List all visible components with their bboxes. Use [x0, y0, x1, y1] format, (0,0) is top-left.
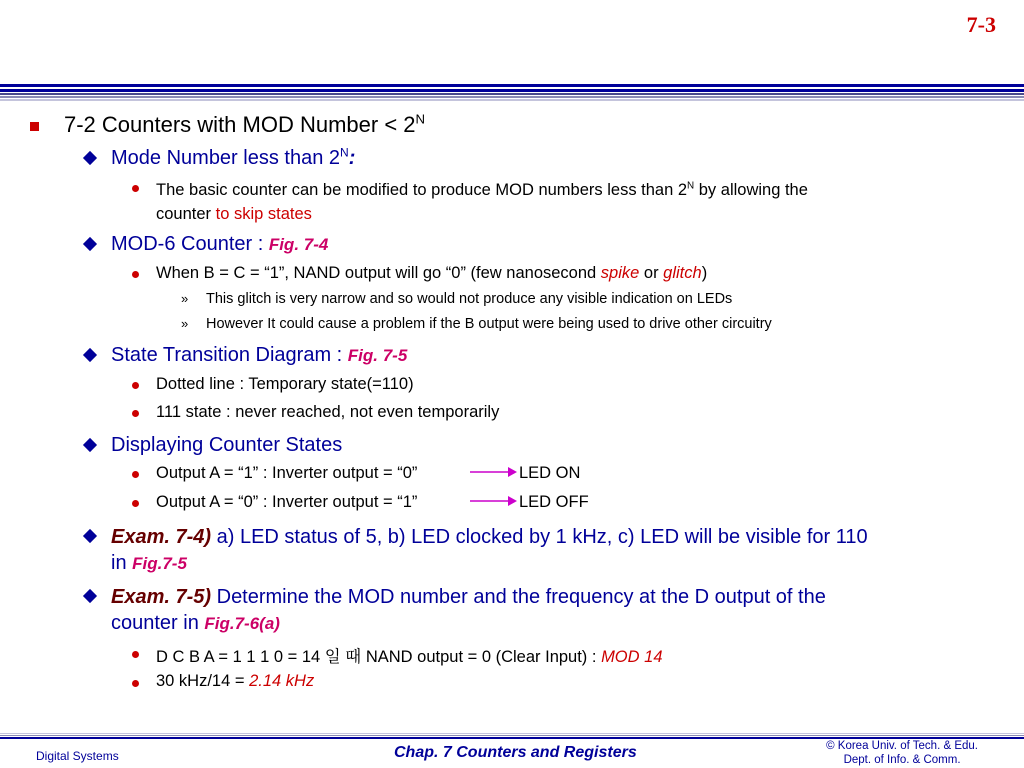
square-bullet-icon — [30, 122, 39, 131]
footer-chapter-title: Chap. 7 Counters and Registers — [394, 744, 637, 761]
arrow-right-icon — [470, 466, 518, 478]
diamond-bullet-icon — [83, 529, 97, 543]
state-transition-title: State Transition Diagram : Fig. 7-5 — [111, 344, 408, 366]
diamond-bullet-icon — [83, 348, 97, 362]
footer-copyright: © Korea Univ. of Tech. & Edu. Dept. of Info. & Comm. — [826, 740, 978, 766]
header-rule — [0, 84, 1024, 104]
exam-7-5: Exam. 7-5) Determine the MOD number and the frequency at the D output of the counter in Fig.7-6(a) — [111, 586, 826, 634]
raquo-bullet-icon: » — [181, 316, 189, 331]
exam-7-5-bullet-1: D C B A = 1 1 1 0 = 14 일 때 NAND output = 0 (Clear Input) : MOD 14 — [156, 648, 663, 666]
display-row-2-right: LED OFF — [519, 493, 589, 511]
mode-number-title: Mode Number less than $2^N$: — [111, 145, 356, 169]
dot-bullet-icon — [132, 471, 139, 478]
displaying-states-title: Displaying Counter States — [111, 434, 343, 456]
display-row-1-right: LED ON — [519, 464, 581, 482]
exam-7-4: Exam. 7-4) a) LED status of 5, b) LED clocked by 1 kHz, c) LED will be visible for 110 in Fig.7-5 — [111, 526, 868, 574]
mod6-sub-bullet-2: However It could cause a problem if the B output were being used to drive other circuitry — [206, 316, 772, 332]
dot-bullet-icon — [132, 185, 139, 192]
page-number: 7-3 — [966, 12, 996, 37]
dot-bullet-icon — [132, 500, 139, 507]
dot-bullet-icon — [132, 382, 139, 389]
exam-7-5-bullet-2: 30 kHz/14 = 2.14 kHz — [156, 672, 315, 690]
diamond-bullet-icon — [83, 151, 97, 165]
mod6-sub-bullet-1: This glitch is very narrow and so would not produce any visible indication on LEDs — [206, 291, 733, 307]
diamond-bullet-icon — [83, 438, 97, 452]
state-transition-bullet-1: Dotted line : Temporary state(=110) — [156, 375, 414, 393]
section-heading: 7-2 Counters with MOD Number < $2^N$ — [64, 111, 426, 137]
raquo-bullet-icon: » — [181, 291, 189, 306]
arrow-right-icon — [470, 495, 518, 507]
diamond-bullet-icon — [83, 589, 97, 603]
mode-number-bullet: The basic counter can be modified to produce MOD numbers less than $2^N$ by allowing the counter to skip states — [156, 180, 808, 223]
display-row-1-left: Output A = “1” : Inverter output = “0” — [156, 464, 418, 482]
mod6-title: MOD-6 Counter : Fig. 7-4 — [111, 233, 329, 255]
mod6-bullet: When B = C = “1”, NAND output will go “0” (few nanosecond spike or glitch) — [156, 264, 708, 282]
state-transition-bullet-2: 111 state : never reached, not even temporarily — [156, 403, 500, 421]
dot-bullet-icon — [132, 410, 139, 417]
diamond-bullet-icon — [83, 237, 97, 251]
dot-bullet-icon — [132, 271, 139, 278]
dot-bullet-icon — [132, 651, 139, 658]
footer-course-name: Digital Systems — [36, 749, 119, 763]
display-row-2-left: Output A = “0” : Inverter output = “1” — [156, 493, 418, 511]
dot-bullet-icon — [132, 680, 139, 687]
